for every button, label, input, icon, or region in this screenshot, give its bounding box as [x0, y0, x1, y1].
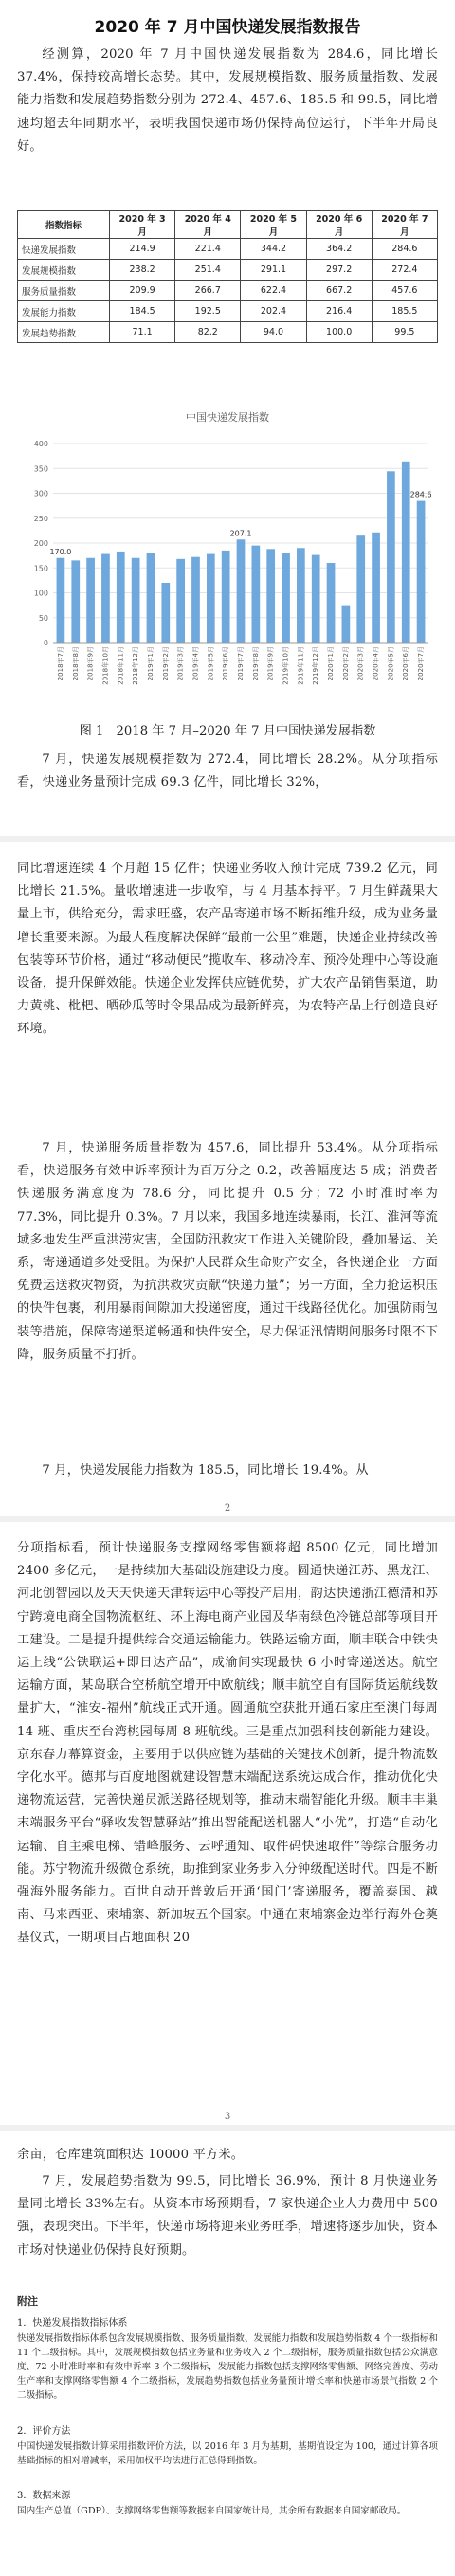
x-tick-label: 2019年7月: [237, 646, 245, 681]
x-tick-label: 2019年1月: [146, 646, 155, 681]
table-cell: 82.2: [175, 322, 241, 343]
page-number: 2: [224, 1503, 231, 1514]
x-tick-label: 2019年10月: [282, 646, 290, 685]
data-label: 170.0: [49, 547, 72, 556]
y-tick-label: 350: [33, 464, 48, 474]
bar: [312, 555, 320, 643]
bar: [117, 552, 125, 643]
table-header-cell: 2020 年 7 月: [372, 211, 437, 239]
bar: [417, 501, 426, 643]
bar: [207, 554, 215, 643]
table-cell: 272.4: [372, 260, 437, 281]
chart-title: 中国快递发展指数: [186, 411, 269, 424]
table-header-cell: 2020 年 6 月: [306, 211, 372, 239]
table-cell: 184.5: [110, 301, 175, 322]
note-title: 1．快递发展指数指标体系: [17, 2318, 128, 2329]
x-tick-label: 2018年11月: [117, 646, 125, 685]
note-title: 3．数据来源: [17, 2491, 71, 2501]
paragraph-scale-index-continued: 同比增速连续 4 个月超 15 亿件；快递业务收入预计完成 739.2 亿元，同比增长 21.5%。量收增速进一步收窄，与 4 月基本持平。7 月生鲜蔬果大量上市，供给充分，需求旺盛，农产品寄递市场不断拓维升级，成为业务量增长重要来源。为最大程度解决保鲜“最前一公里”难题，快递企业持续改善包装等环节价格，通过“移动便民”揽收车、移动冷库、预冷处理中心等设施设备，提升保鲜效能。快递企业发挥供应链优势，扩大农产品销售渠道，助力黄桃、枇杷、晒砂瓜等时令果品成为最新鲜亮，为农特产品上行创造良好环境。: [17, 862, 438, 1037]
table-cell: 221.4: [175, 239, 241, 260]
table-cell: 291.1: [241, 260, 306, 281]
bar: [71, 560, 80, 643]
note-text: 快递发展指数指标体系包含发展规模指数、服务质量指数、发展能力指数和发展趋势指数 4 个一级指标和 11 个二级指标。其中，发展规模指数包括业务量和业务收入 2 个二级指标，服务质量指数包括公众满意度、72 小时准时率和有效申诉率 3 个二级指标，发展能力指数包括支撑网络零售额、网络完善度、劳动生产率和支撑网络零售额 4 个二级指标，发展趋势指数包括业务量预计增长率和快递市场景气指数 2 个二级指标。: [17, 2333, 438, 2401]
table-cell: 202.4: [241, 301, 306, 322]
bar: [191, 557, 200, 643]
bar: [372, 533, 380, 643]
bar: [282, 553, 290, 644]
y-tick-label: 250: [33, 514, 48, 523]
bar: [147, 553, 155, 644]
table-cell: 100.0: [306, 322, 372, 343]
x-tick-label: 2018年9月: [86, 646, 95, 681]
table-cell: 284.6: [372, 239, 437, 260]
figure-caption: 图 1 2018 年 7 月–2020 年 7 月中国快递发展指数: [79, 724, 376, 738]
bar: [57, 558, 65, 643]
table-header-cell: 2020 年 4 月: [175, 211, 241, 239]
table-cell: 667.2: [306, 281, 372, 301]
table-cell: 185.5: [372, 301, 437, 322]
page-break: [0, 836, 455, 842]
table-cell: 服务质量指数: [18, 281, 110, 301]
bar: [342, 606, 351, 643]
x-tick-label: 2020年2月: [341, 646, 350, 681]
table-header-cell: 指数指标: [18, 211, 110, 239]
bar: [86, 558, 95, 643]
x-tick-label: 2020年6月: [402, 646, 410, 681]
y-tick-label: 200: [33, 539, 48, 548]
table-header-cell: 2020 年 3 月: [110, 211, 175, 239]
table-cell: 发展规模指数: [18, 260, 110, 281]
paragraph-capability-end: 余亩，仓库建筑面积达 10000 平方米。: [17, 2148, 245, 2162]
table-cell: 发展能力指数: [18, 301, 110, 322]
paragraph-service-quality: 7 月，快递服务质量指数为 457.6，同比提升 53.4%。从分项指标看，快递服务有效申诉率预计为百万分之 0.2，改善幅度达 5 成；消费者快递服务满意度为 78.6 分，同比提升 0.5 分；72 小时准时率为 77.3%，同比提升 0.3%。7 月以来，我国多地连续暴雨，长江、淮河等流域多地发生严重洪涝灾害，全国防汛救灾工作进入关键阶段，叠加暑运、关系，寄递通道多处受阻。为保护人民群众生命财产安全，各快递企业一方面免费运送救灾物资，为抗洪救灾贡献“快递力量”；另一方面，全力抢运积压的快件包裹，利用暴雨间隙加大投递密度，通过干线路径优化。加强防雨包装等措施，保障寄递渠道畅通和快件安全，尽力保证汛情期间服务时限不下降，服务质量不打折。: [17, 1141, 438, 1362]
table-cell: 71.1: [110, 322, 175, 343]
y-tick-label: 0: [43, 639, 48, 647]
bar: [132, 558, 140, 643]
bar: [327, 563, 336, 643]
table-row: [18, 260, 438, 281]
bar: [266, 549, 275, 643]
x-tick-label: 2019年12月: [312, 646, 320, 685]
bar: [297, 548, 305, 643]
table-cell: 251.4: [175, 260, 241, 281]
x-tick-label: 2019年5月: [207, 646, 215, 681]
bar: [237, 539, 246, 643]
page-title: 2020 年 7 月中国快递发展指数报告: [94, 18, 361, 37]
table-row: [18, 281, 438, 301]
x-tick-label: 2020年4月: [372, 646, 380, 681]
intro-paragraph: 经测算，2020 年 7 月中国快递发展指数为 284.6，同比增长 37.4%，保持较高增长态势。其中，发展规模指数、服务质量指数、发展能力指数和发展趋势指数分别为 272.4、457.6、185.5 和 99.5，同比增速均超去年同期水平，表明我国快递市场仍保持高位运行，下半年开局良好。: [17, 47, 438, 154]
table-cell: 214.9: [110, 239, 175, 260]
index-table: [17, 210, 438, 343]
table-cell: 297.2: [306, 260, 372, 281]
notes-heading: 附注: [17, 2295, 38, 2308]
table-cell: 发展趋势指数: [18, 322, 110, 343]
paragraph-scale-index: 7 月，快递发展规模指数为 272.4，同比增长 28.2%。从分项指标看，快递业务量预计完成 69.3 亿件，同比增长 32%，: [17, 753, 438, 790]
note-text: 中国快递发展指数计算采用指数评价方法，以 2016 年 3 月为基期，基期值设定为 100，通过计算各项基础指标的相对增减率，采用加权平均法进行汇总得到指数。: [17, 2441, 438, 2466]
x-tick-label: 2020年3月: [356, 646, 365, 681]
y-tick-label: 100: [33, 589, 48, 598]
bar: [176, 559, 185, 643]
bar-chart-svg: [17, 406, 438, 709]
bar: [387, 471, 395, 643]
page-number: 3: [224, 2112, 231, 2122]
note-text: 国内生产总值（GDP）、支撑网络零售额等数据来自国家统计局，其余所有数据来自国家邮政局。: [17, 2506, 407, 2516]
x-tick-label: 2018年7月: [56, 646, 64, 681]
y-tick-label: 300: [33, 489, 48, 499]
table-row: [18, 239, 438, 260]
x-tick-label: 2019年2月: [161, 646, 170, 681]
table-cell: 94.0: [241, 322, 306, 343]
table-cell: 216.4: [306, 301, 372, 322]
paragraph-capability-index: 7 月，快递发展能力指数为 185.5，同比增长 19.4%。从: [42, 1463, 369, 1478]
express-index-chart: [17, 406, 438, 709]
page-break: [0, 1516, 455, 1522]
table-cell: 364.2: [306, 239, 372, 260]
table-cell: 266.7: [175, 281, 241, 301]
y-tick-label: 50: [38, 613, 48, 623]
table-cell: 99.5: [372, 322, 437, 343]
data-label: 284.6: [410, 490, 432, 499]
paragraph-capability-continued: 分项指标看，预计快递服务支撑网络零售额将超 8500 亿元，同比增加 2400 多亿元，一是持续加大基础设施建设力度。圆通快递江苏、黑龙江、河北创智园以及天天快递天津转运中心等投产启用，韵达快递浙江德清和苏宁跨境电商全国物流枢纽、环上海电商产业园及华南绿色冷链总部等项目开工建设。二是提升提供综合交通运输能力。铁路运输方面，顺丰联合中铁快运上线“公铁联运+即日达产品”，成渝间实现最快 6 小时寄递送达。航空运输方面，某岛联合空桥航空增开中欧航线；顺丰航空自有国际货运航线数量扩大，“淮安-福州”航线正式开通。圆通航空获批开通石家庄至澳门每周 14 班、重庆至台湾桃园每周 8 班航线。三是重点加强科技创新能力建设。京东春力幕算资金，主要用于以供应链为基础的关键技术创新，提升物流数字化水平。德邦与百度地图就建设智慧末端配送系统达成合作，推动优化快递物流运营，完善快递员派送路径规划等，推动末端智能化升级。顺丰丰巢末端服务平台“驿收发智慧驿站”推出智能配送机器人“小优”，打造“自动化运输、自主乘电梯、错峰服务、云呼通知、取件码快速取件”等综合服务功能。苏宁物流升级微仓系统，助推到家业务步入分钟级配送时代。四是不断强海外服务能力。百世自动开普敦后开通‘国门’寄递服务，覆盖泰国、越南、马来西亚、柬埔寨、新加坡五个国家。中通在柬埔寨金边举行海外仓奠基仪式，一期项目占地面积 20: [17, 1541, 438, 1946]
x-tick-label: 2019年8月: [251, 646, 260, 681]
x-tick-label: 2019年3月: [176, 646, 185, 681]
bar: [161, 583, 170, 643]
table-header-row: [18, 211, 438, 239]
x-tick-label: 2019年4月: [191, 646, 200, 681]
table-row: [18, 301, 438, 322]
x-tick-label: 2020年5月: [387, 646, 395, 681]
table-cell: 622.4: [241, 281, 306, 301]
bar: [402, 462, 410, 643]
table-cell: 344.2: [241, 239, 306, 260]
table-cell: 192.5: [175, 301, 241, 322]
x-tick-label: 2020年1月: [327, 646, 336, 681]
y-tick-label: 150: [33, 564, 48, 573]
y-tick-label: 400: [33, 440, 48, 448]
x-tick-label: 2018年8月: [71, 646, 80, 681]
bar: [222, 551, 230, 643]
x-tick-label: 2018年12月: [132, 646, 140, 685]
x-tick-label: 2020年7月: [417, 646, 426, 681]
table-header-cell: 2020 年 5 月: [241, 211, 306, 239]
page-break: [0, 2125, 455, 2131]
paragraph-trend-index: 7 月，发展趋势指数为 99.5，同比增长 36.9%，预计 8 月快递业务量同比增长 33%左右。从资本市场预期看，7 家快递企业人力费用中 500 强，表现突出。下半年，快递市场将迎来业务旺季，增速将逐步加快，资本市场对快递业仍保持良好预期。: [17, 2174, 438, 2258]
x-tick-label: 2019年6月: [222, 646, 230, 681]
x-tick-label: 2018年10月: [101, 646, 110, 685]
x-tick-label: 2019年11月: [297, 646, 305, 685]
table-cell: 快递发展指数: [18, 239, 110, 260]
table-cell: 238.2: [110, 260, 175, 281]
table-cell: 209.9: [110, 281, 175, 301]
data-label: 207.1: [229, 529, 252, 538]
table-cell: 457.6: [372, 281, 437, 301]
bar: [251, 546, 260, 643]
x-tick-label: 2019年9月: [266, 646, 275, 681]
bar: [101, 554, 110, 643]
bar: [356, 535, 365, 643]
table-row: [18, 322, 438, 343]
note-title: 2．评价方法: [17, 2426, 71, 2437]
